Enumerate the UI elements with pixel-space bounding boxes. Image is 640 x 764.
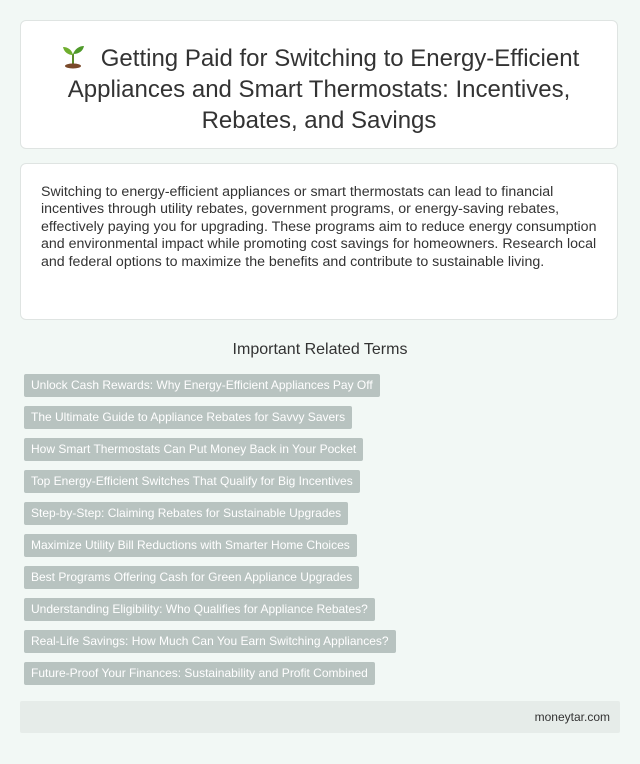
related-term-link[interactable]: Unlock Cash Rewards: Why Energy-Efficient Appliances Pay Off xyxy=(24,374,380,397)
related-terms-heading: Important Related Terms xyxy=(232,341,408,358)
summary-card xyxy=(20,163,618,320)
related-term-link[interactable]: How Smart Thermostats Can Put Money Back in Your Pocket xyxy=(24,438,363,461)
related-term-link[interactable]: Maximize Utility Bill Reductions with Smarter Home Choices xyxy=(24,534,357,557)
page-title xyxy=(21,43,617,136)
related-term-link[interactable]: The Ultimate Guide to Appliance Rebates for Savvy Savers xyxy=(24,406,352,429)
related-term-link[interactable]: Best Programs Offering Cash for Green Appliance Upgrades xyxy=(24,566,359,589)
summary-text: Switching to energy-efficient appliances or smart thermostats can lead to financial incentives through utility rebates, government programs, or energy-saving rebates, effectively paying you for upgrading. These programs aim to reduce energy consumption and environmental impact while promoting cost savings for homeowners. Research local and federal options to maximize the benefits and contribute to sustainable living. xyxy=(41,184,597,270)
related-term-link[interactable]: Future-Proof Your Finances: Sustainability and Profit Combined xyxy=(24,662,375,685)
related-term-link[interactable]: Step-by-Step: Claiming Rebates for Sustainable Upgrades xyxy=(24,502,348,525)
related-term-link[interactable]: Top Energy-Efficient Switches That Qualify for Big Incentives xyxy=(24,470,360,493)
footer-site-name[interactable]: moneytar.com xyxy=(534,710,610,724)
title-card xyxy=(20,20,618,149)
related-term-link[interactable]: Understanding Eligibility: Who Qualifies for Appliance Rebates? xyxy=(24,598,375,621)
sprout-icon xyxy=(59,43,87,69)
page-title-text: Getting Paid for Switching to Energy-Efficient Appliances and Smart Thermostats: Incentives, Rebates, and Savings xyxy=(67,45,580,134)
footer xyxy=(20,701,620,733)
related-term-link[interactable]: Real-Life Savings: How Much Can You Earn Switching Appliances? xyxy=(24,630,396,653)
title-wrap xyxy=(21,43,617,136)
